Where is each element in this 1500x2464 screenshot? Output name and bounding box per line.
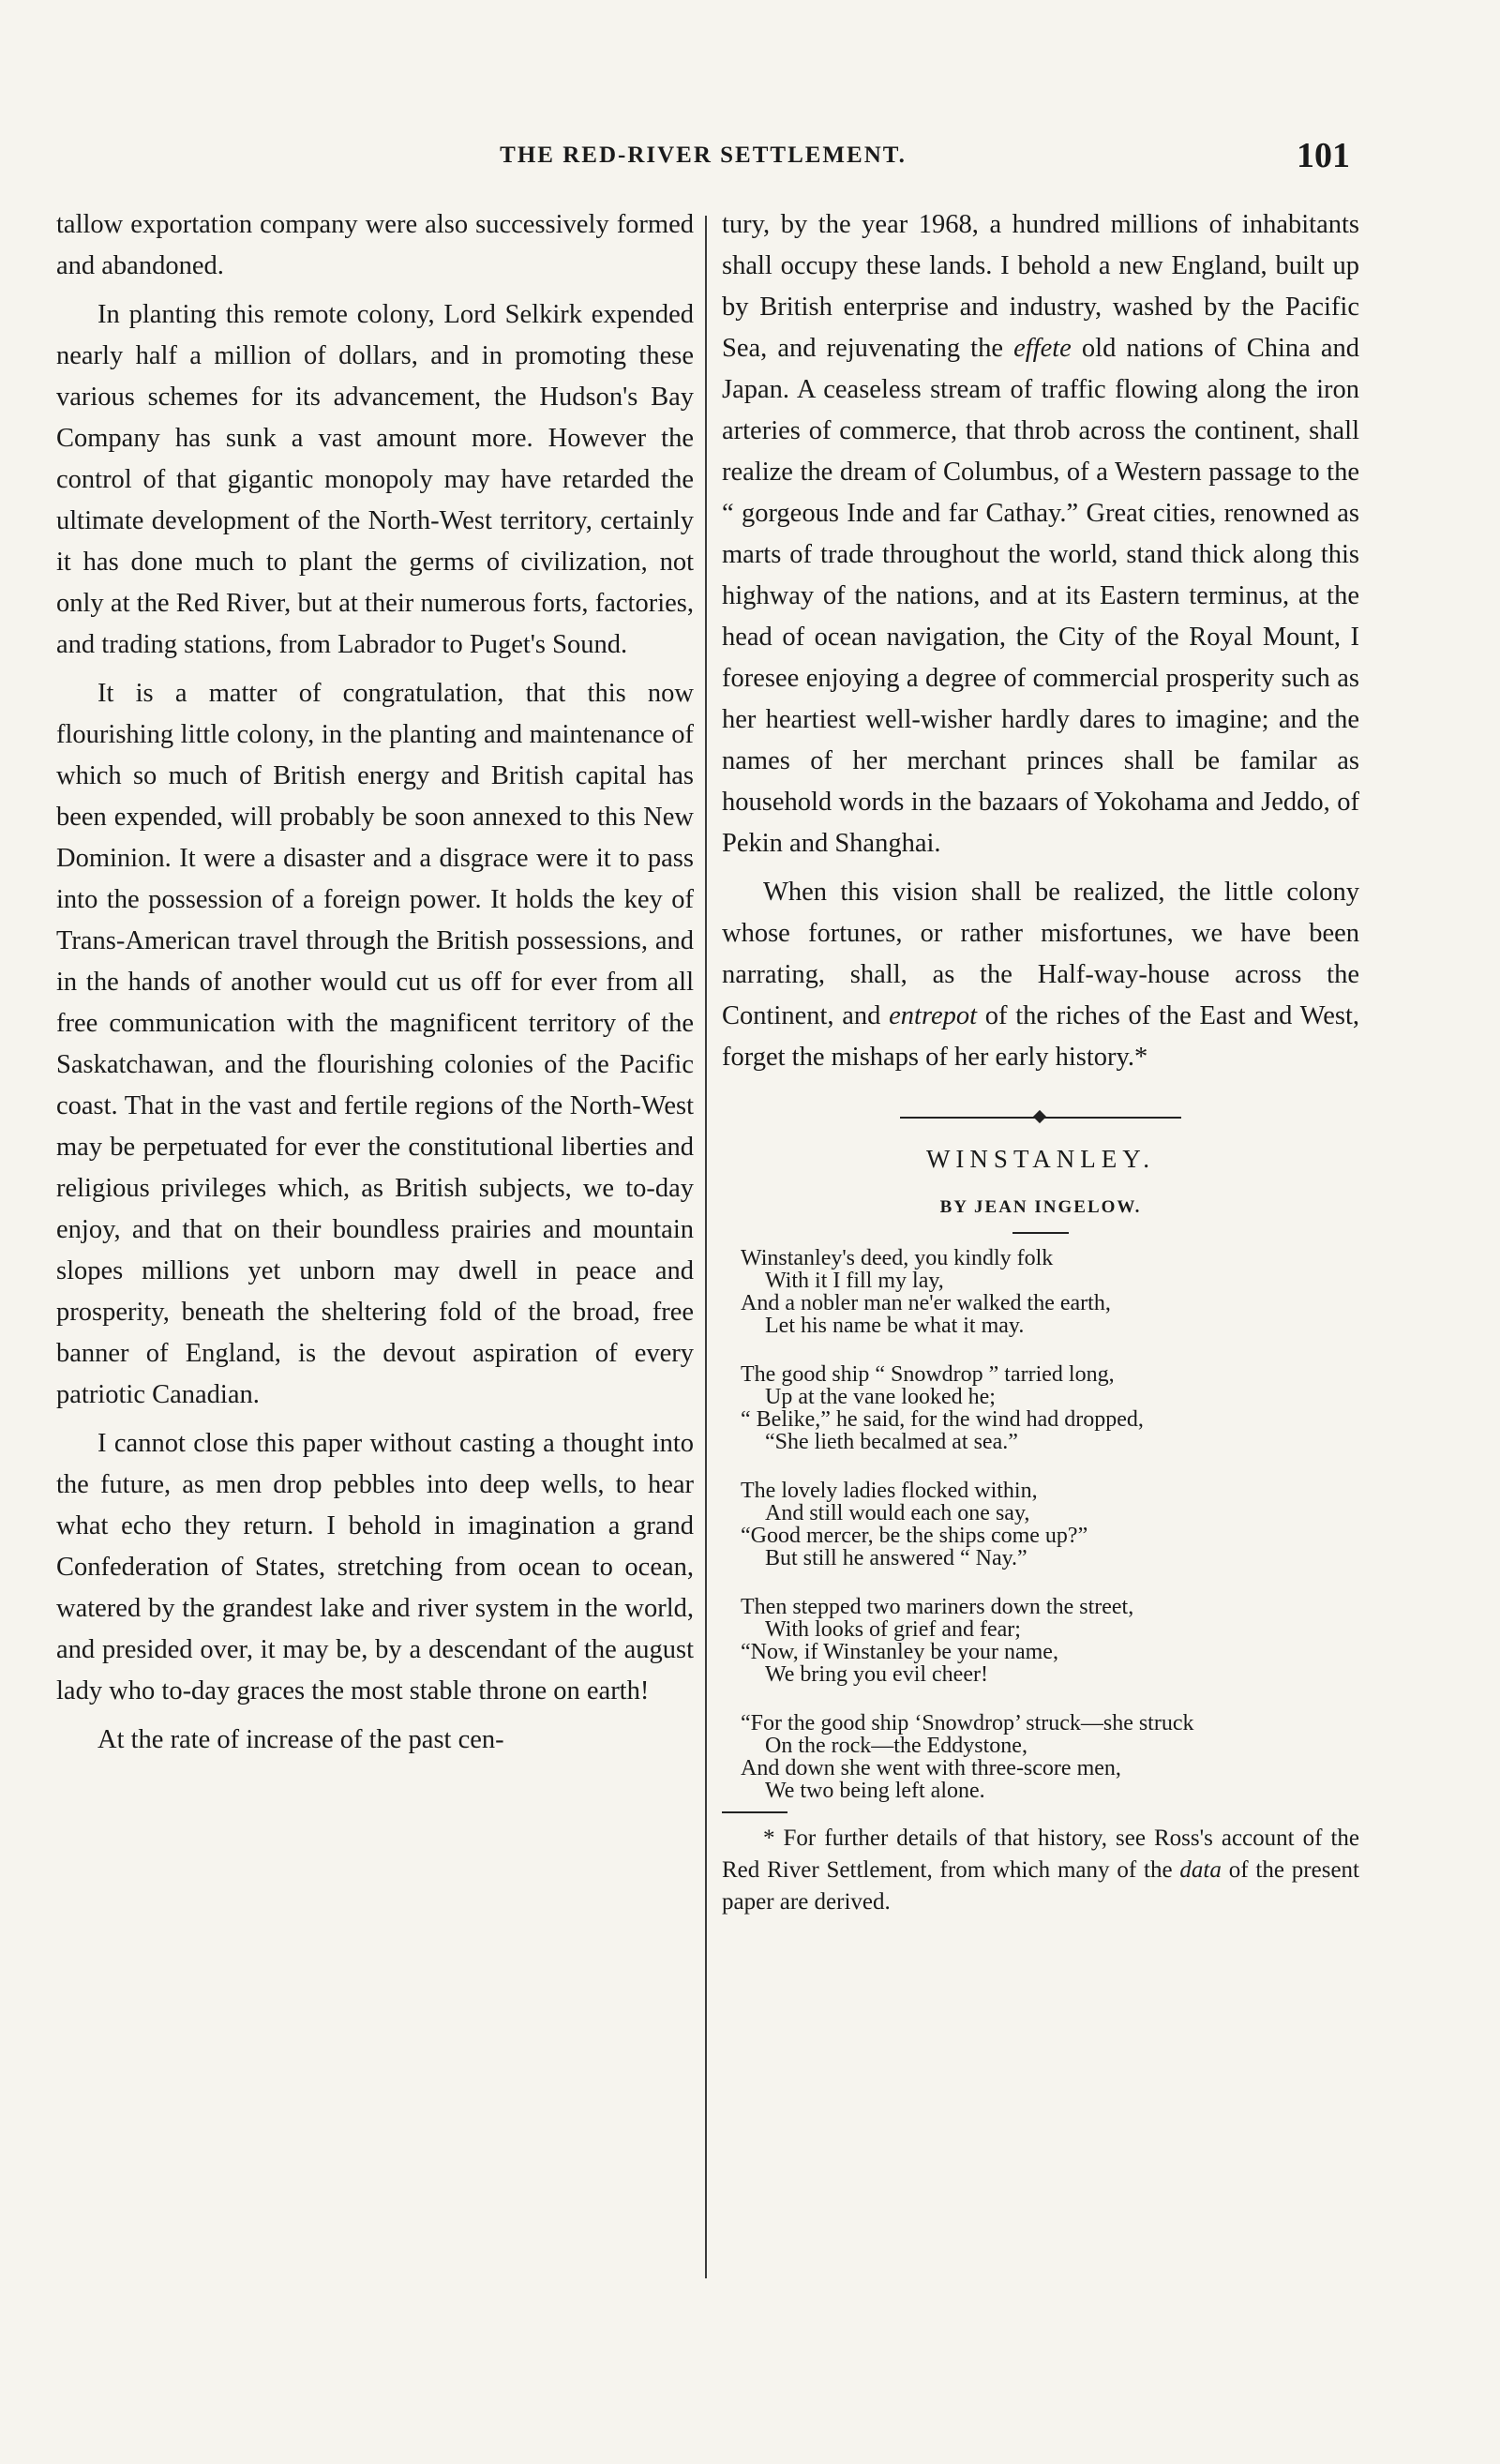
footnote: * For further details of that history, see Ross's account of the Red River Settlement, from which many of the data of the present paper are derived. [722,1825,1360,1915]
poem-line: With it I fill my lay, [765,1269,944,1293]
paragraph: It is a matter of congratulation, that this now flourishing little colony, in the planting and maintenance of which so much of British energy and British capital has been expended, will probably be soon annexed to this New Dominion. It were a disaster and a disgrace were it to pass into the possession of a foreign power. It holds the key of Trans-American travel through the British possessions, and in the hands of another would cut us off for ever from all free communication with the magnificent territory of the Saskatchawan, and the flourishing colonies of the Pacific coast. That in the vast and fertile regions of the North-West may be perpetuated for ever the constitutional liberties and religious privileges which, as British subjects, we to-day enjoy, and that on their boundless prairies and mountain slopes millions yet unborn may dwell in peace and prosperity, beneath the sheltering fold of the broad, free banner of England, is the devout aspiration of every patriotic Canadian. [56,679,694,1409]
section-ornament [900,1112,1181,1121]
poem-line: We bring you evil cheer! [765,1662,988,1687]
italic-word: effete [1013,334,1072,363]
paragraph: tury, by the year 1968, a hundred millions of inhabitants shall occupy these lands. I behold a new England, built up by British enterprise and industry, washed by the Pacific Sea, and rejuvenating the effete old nations of China and Japan. A ceaseless stream of traffic flowing along the iron arteries of commerce, that throb across the continent, shall realize the dream of Columbus, of a Western passage to the “ gorgeous Inde and far Cathay.” Great cities, renowned as marts of trade throughout the world, stand thick along this highway of the nations, and at its Eastern terminus, at the head of ocean navigation, the City of the Royal Mount, I foresee enjoying a degree of commercial prosperity such as her heartiest well-wisher hardly dares to imagine; and the names of her merchant princes shall be familar as household words in the bazaars of Yokohama and Jeddo, of Pekin and Shanghai. [722,210,1360,858]
poem-line: The good ship “ Snowdrop ” tarried long, [741,1362,1115,1387]
poem-line: And a nobler man ne'er walked the earth, [741,1291,1111,1315]
page-header [56,136,1350,180]
right-column [722,204,1359,1926]
poem-line: “She lieth becalmed at sea.” [765,1430,1018,1454]
poem-line: But still he answered “ Nay.” [765,1546,1028,1570]
poem-line: “Now, if Winstanley be your name, [741,1640,1058,1664]
poem-line: “For the good ship ‘Snowdrop’ struck—she struck [741,1711,1194,1735]
stanza [741,1247,1359,1337]
column-divider [705,216,707,2278]
stanza [741,1712,1359,1802]
paragraph: I cannot close this paper without casting a thought into the future, as men drop pebbles into deep wells, to hear what echo they return. I behold in imagination a grand Confederation of States, stretching from ocean to ocean, watered by the grandest lake and river system in the world, and presided over, it may be, by a descendant of the august lady who to-day graces the most stable throne on earth! [56,1429,694,1705]
poem-line: “Good mercer, be the ships come up?” [741,1524,1088,1548]
stanza [741,1480,1359,1570]
paragraph: tallow exportation company were also successively formed and abandoned. [56,210,694,280]
paragraph: When this vision shall be realized, the little colony whose fortunes, or rather misfortunes, we have been narrating, shall, as the Half-way-house across the Continent, and entrepot of the riches of the East and West, forget the mishaps of her early history.* [722,878,1360,1072]
poem-line: We two being left alone. [765,1779,985,1803]
page-number: 101 [1297,136,1350,175]
italic-word: data [1179,1857,1222,1883]
poem-author: BY JEAN INGELOW. [939,1197,1142,1217]
poem [722,1247,1359,1802]
poem-line: And still would each one say, [765,1501,1030,1525]
italic-word: entrepot [889,1001,978,1030]
running-title: THE RED-RIVER SETTLEMENT. [500,143,907,168]
poem-line: And down she went with three-score men, [741,1756,1121,1780]
poem-line: Winstanley's deed, you kindly folk [741,1246,1054,1270]
left-column [56,204,694,1768]
poem-line: Then stepped two mariners down the street, [741,1595,1134,1619]
footnote-rule [722,1811,788,1813]
paragraph: In planting this remote colony, Lord Selkirk expended nearly half a million of dollars, and in promoting these various schemes for its advancement, the Hudson's Bay Company has sunk a vast amount more. However the control of that gigantic monopoly may have retarded the ultimate development of the North-West territory, certainly it has done much to plant the germs of civilization, not only at the Red River, but at their numerous forts, factories, and trading stations, from Labrador to Puget's Sound. [56,300,694,659]
stanza [741,1596,1359,1686]
poem-line: Let his name be what it may. [765,1314,1025,1338]
author-rule [1012,1232,1069,1234]
poem-title: WINSTANLEY. [925,1145,1156,1173]
poem-line: On the rock—the Eddystone, [765,1734,1028,1758]
poem-line: The lovely ladies flocked within, [741,1479,1038,1503]
poem-line: With looks of grief and fear; [765,1617,1021,1642]
paragraph: At the rate of increase of the past cen- [98,1725,504,1754]
poem-line: “ Belike,” he said, for the wind had dropped, [741,1407,1144,1432]
poem-line: Up at the vane looked he; [765,1385,996,1409]
stanza [741,1363,1359,1453]
